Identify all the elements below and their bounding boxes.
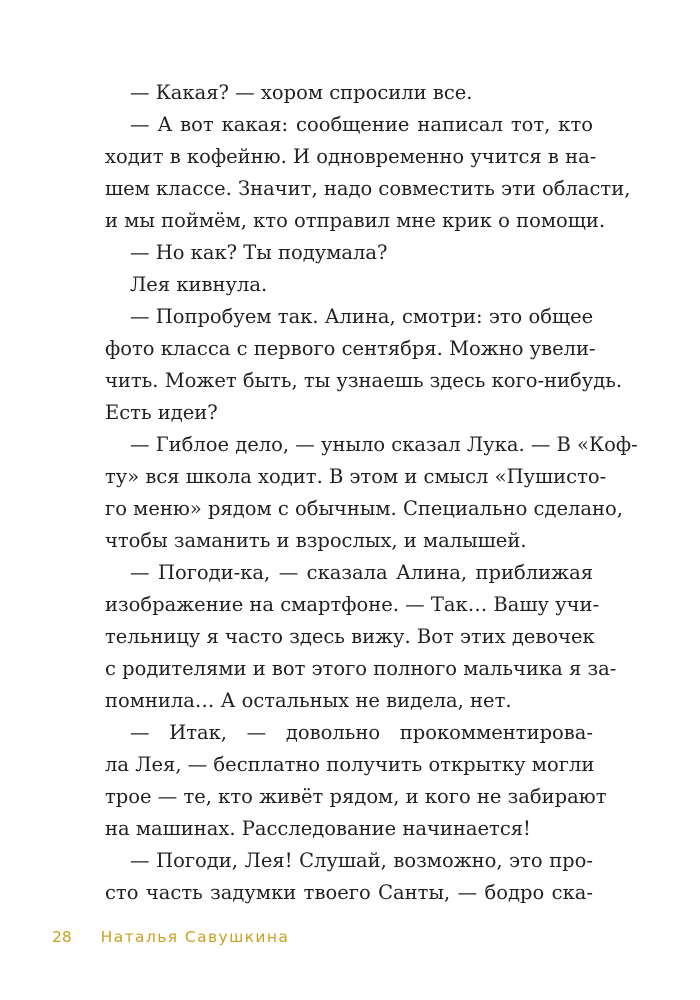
text-line: изображение на смартфоне. — Так… Вашу учи- — [105, 593, 600, 616]
text-line: фото класса с первого сентября. Можно увели- — [105, 337, 596, 360]
text-line: помнила… А остальных не видела, нет. — [105, 689, 512, 712]
text-line: — Но как? Ты подумала? — [130, 241, 388, 264]
text-line: чить. Может быть, ты узнаешь здесь кого-нибудь. — [105, 369, 623, 392]
text-line: тельницу я часто здесь вижу. Вот этих девочек — [105, 625, 595, 648]
text-line: — Итак, — довольно прокомментирова- — [130, 721, 593, 744]
page-number: 28 — [52, 928, 72, 946]
text-line: на машинах. Расследование начинается! — [105, 817, 531, 840]
text-line: — Попробуем так. Алина, смотри: это общее — [130, 305, 594, 328]
text-line: сто часть задумки твоего Санты, — бодро ска- — [105, 881, 593, 904]
text-line: — Погоди-ка, — сказала Алина, приближая — [130, 561, 593, 584]
text-line: ту» вся школа ходит. В этом и смысл «Пушисто- — [105, 465, 607, 488]
text-line: ходит в кофейню. И одновременно учится в на- — [105, 145, 597, 168]
text-line: чтобы заманить и взрослых, и малышей. — [105, 529, 527, 552]
text-line: шем классе. Значит, надо совместить эти области, — [105, 177, 631, 200]
text-line: и мы поймём, кто отправил мне крик о помощи. — [105, 209, 606, 232]
author-name: Наталья Савушкина — [100, 928, 290, 946]
text-line: — А вот какая: сообщение написал тот, кто — [130, 113, 593, 136]
text-line: Есть идеи? — [105, 401, 218, 424]
text-line: — Какая? — хором спросили все. — [130, 81, 473, 104]
text-line: ла Лея, — бесплатно получить открытку могли — [105, 753, 595, 776]
text-line: с родителями и вот этого полного мальчика я за- — [105, 657, 617, 680]
page-footer — [52, 925, 289, 949]
text-line: — Гиблое дело, — уныло сказал Лука. — В «Коф- — [130, 433, 638, 456]
text-line: Лея кивнула. — [130, 273, 268, 296]
page-body — [105, 77, 638, 909]
text-line: трое — те, кто живёт рядом, и кого не забирают — [105, 785, 607, 808]
text-line: го меню» рядом с обычным. Специально сделано, — [105, 497, 623, 520]
text-line: — Погоди, Лея! Слушай, возможно, это про- — [130, 849, 593, 872]
